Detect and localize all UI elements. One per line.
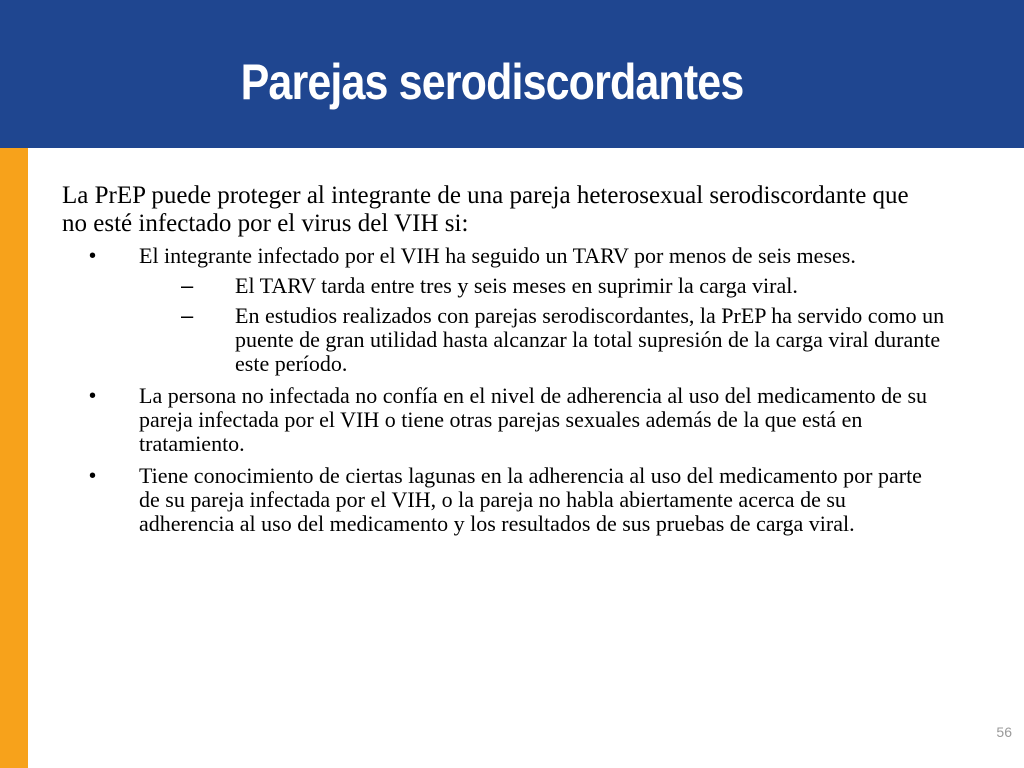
sub-bullet-list	[139, 273, 945, 376]
bullet-list	[62, 244, 962, 536]
slide-body	[62, 182, 962, 544]
sub-bullet-item	[62, 274, 945, 298]
sub-bullet-text: En estudios realizados con parejas serodiscordantes, la PrEP ha servido como un puente de gran utilidad hasta alcanzar la total supresión de la carga viral durante este período.	[235, 303, 945, 376]
sub-bullet-marker: –	[181, 303, 194, 328]
bullet-text: El integrante infectado por el VIH ha seguido un TARV por menos de seis meses.	[139, 243, 856, 268]
page-number: 56	[996, 724, 1012, 740]
slide-title: Parejas serodiscordantes	[240, 54, 744, 110]
intro-text: La PrEP puede proteger al integrante de una pareja heterosexual serodiscordante que no esté infectado por el virus del VIH si:	[62, 182, 909, 237]
sub-bullet-marker: –	[181, 273, 194, 298]
bullet-marker: •	[89, 385, 97, 407]
bullet-item	[62, 384, 939, 456]
bullet-item	[62, 464, 939, 536]
sub-bullet-text: El TARV tarda entre tres y seis meses en suprimir la carga viral.	[235, 273, 798, 298]
accent-bar	[0, 148, 28, 768]
bullet-marker: •	[89, 245, 97, 267]
bullet-item	[62, 243, 945, 376]
bullet-marker: •	[89, 465, 97, 487]
bullet-text: Tiene conocimiento de ciertas lagunas en la adherencia al uso del medicamento por parte de su pareja infectada por el VIH, o la pareja no habla abiertamente acerca de su adherencia al uso del medicamento y los resultados de sus pruebas de carga viral.	[139, 463, 922, 536]
bullet-text: La persona no infectada no confía en el nivel de adherencia al uso del medicamento de su pareja infectada por el VIH o tiene otras parejas sexuales además de la que está en tratamiento.	[139, 383, 928, 456]
sub-bullet-item	[62, 304, 945, 376]
